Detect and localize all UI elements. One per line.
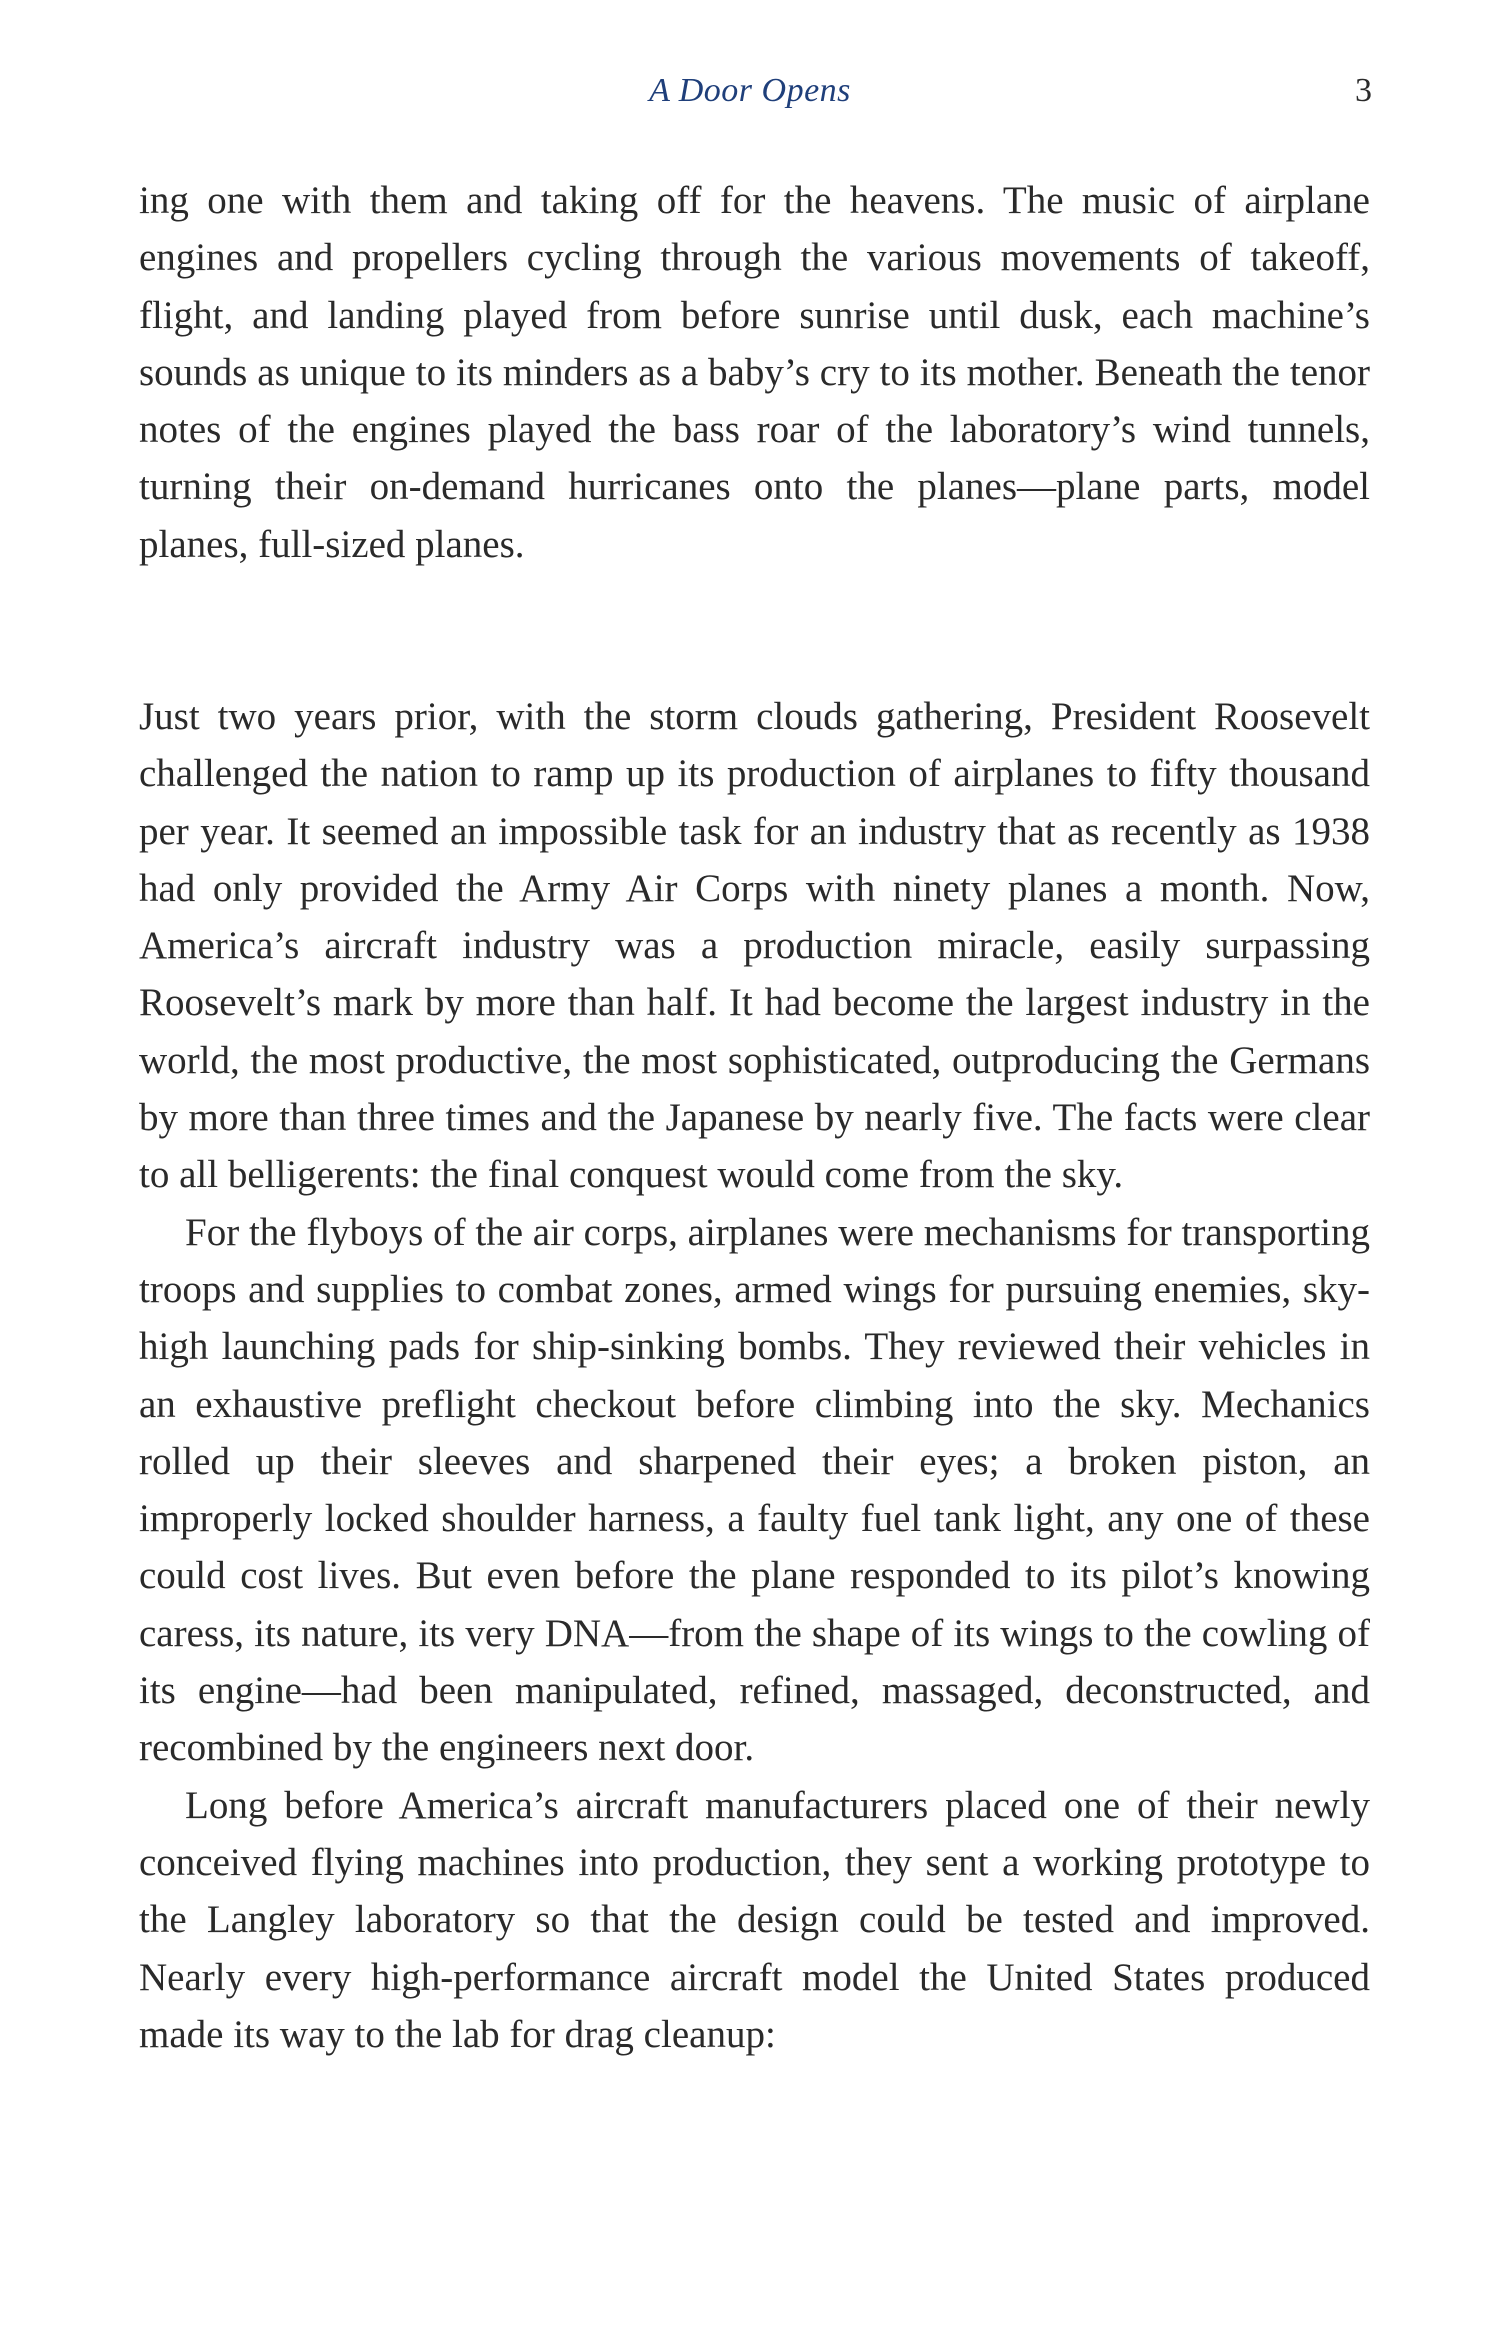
section-text-block bbox=[139, 688, 1370, 2063]
continuation-paragraph: ing one with them and taking off for the heavens. The music of airplane engines and propellers cycling through the various movements of takeoff, flight, and landing played from before sunrise until dusk, each machine’s sounds as unique to its minders as a baby’s cry to its mother. Beneath the tenor notes of the engines played the bass roar of the laboratory’s wind tunnels, turning their on-demand hurricanes onto the planes—plane parts, model planes, full-sized planes. bbox=[139, 179, 1370, 566]
manufacturers-paragraph: Long before America’s aircraft manufacturers placed one of their newly conceived flying machines into production, they sent a working prototype to the Langley laboratory so that the design could be tested and improved. Nearly every high-performance aircraft model the United States produced made its way to the lab for drag cleanup: bbox=[139, 1783, 1370, 2056]
running-head-title: A Door Opens bbox=[649, 72, 851, 109]
section-opening-paragraph: Just two years prior, with the storm clouds gathering, President Roosevelt challenged the nation to ramp up its production of airplanes to fifty thousand per year. It seemed an impossible task for an industry that as recently as 1938 had only provided the Army Air Corps with ninety planes a month. Now, America’s aircraft industry was a production miracle, easily surpassing Roosevelt’s mark by more than half. It had become the largest industry in the world, the most productive, the most sophisticated, outproducing the Germans by more than three times and the Japanese by nearly five. The facts were clear to all belligerents: the final conquest would come from the sky. bbox=[139, 695, 1370, 1197]
continuation-text-block bbox=[139, 172, 1370, 573]
page-number: 3 bbox=[1355, 72, 1372, 109]
flyboys-paragraph: For the flyboys of the air corps, airplanes were mechanisms for transporting troops and supplies to combat zones, armed wings for pursuing enemies, sky-high launching pads for ship-sinking bombs. They reviewed their vehicles in an exhaustive preflight checkout before climbing into the sky. Mechanics rolled up their sleeves and sharpened their eyes; a broken piston, an improperly locked shoulder harness, a faulty fuel tank light, any one of these could cost lives. But even before the plane responded to its pilot’s knowing caress, its nature, its very DNA—from the shape of its wings to the cowling of its engine—had been manipulated, refined, massaged, deconstructed, and recombined by the engineers next door. bbox=[139, 1210, 1370, 1770]
